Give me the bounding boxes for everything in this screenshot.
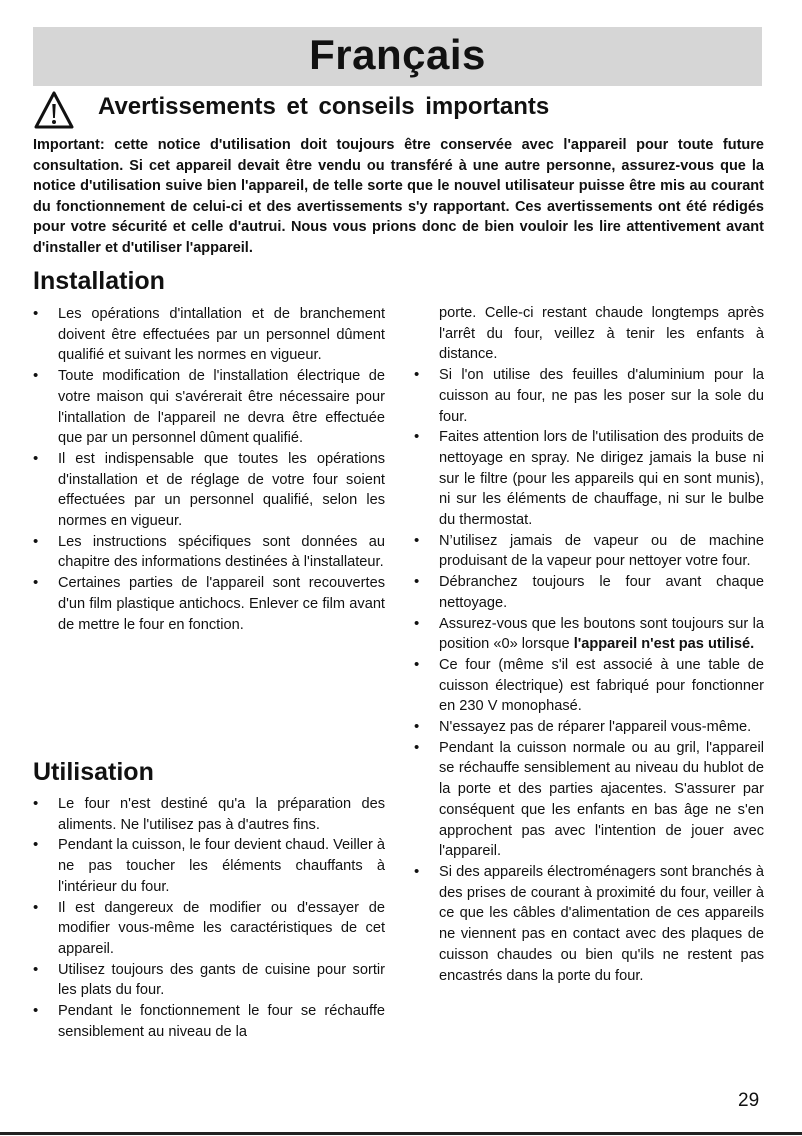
knobs-bold-text: l'appareil n'est pas utilisé. <box>573 636 755 653</box>
warning-triangle-icon <box>33 90 75 130</box>
installation-list <box>33 304 385 635</box>
list-item: • Ce four (même s'il est associé à une table de cuisson électrique) est fabriqué pour fonctionner en 230 V monophasé. <box>414 655 764 717</box>
list-item: • N’utilisez jamais de vapeur ou de machine produisant de la vapeur pour nettoyer votre four. <box>414 531 764 572</box>
list-item: • Il est indispensable que toutes les opérations d'installation et de réglage de votre four soient effectuées par un personnel qualifié, selon les normes en vigueur. <box>33 449 385 532</box>
list-item: • Le four n'est destiné qu'a la préparation des aliments. Ne l'utilisez pas à d'autres fins. <box>33 794 385 835</box>
warnings-heading: Avertissements et conseils importants <box>98 93 550 120</box>
footer-divider <box>0 1132 802 1135</box>
list-item: • Toute modification de l'installation électrique de votre maison qui s'avérerait être nécessaire pour l'intallation de l'appareil ne devra être effectuée que par un personnel dûment qualifié. <box>33 366 385 449</box>
list-item: • Utilisez toujours des gants de cuisine pour sortir les plats du four. <box>33 960 385 1001</box>
language-banner <box>33 27 762 86</box>
list-item: • Pendant la cuisson, le four devient chaud. Veiller à ne pas toucher les éléments chauffants à l'intérieur du four. <box>33 835 385 897</box>
list-item: • Les opérations d'intallation et de branchement doivent être effectuées par un personnel dûment qualifié et suivant les normes en vigueur. <box>33 304 385 366</box>
language-title: Français <box>309 31 486 78</box>
list-item: • Les instructions spécifiques sont données au chapitre des informations destinées à l'installateur. <box>33 532 385 573</box>
installation-heading: Installation <box>33 267 165 295</box>
list-item: • Il est dangereux de modifier ou d'essayer de modifier vous-même les caractéristiques de cet appareil. <box>33 898 385 960</box>
list-item: • Faites attention lors de l'utilisation des produits de nettoyage en spray. Ne dirigez jamais la buse ni sur le filtre (pour les appareils qui en sont munis), ni sur les éléments de chauffage, ni sur le bulbe du thermostat. <box>414 427 764 531</box>
left-column-utilisation <box>33 794 385 1042</box>
list-item: • Pendant la cuisson normale ou au gril, l'appareil se réchauffe sensiblement au niveau du hublot de la porte et des parties ajacentes. S'assurer par conséquent que les enfants en bas âge ne s'en approchent pas avec l'intention de jouer avec l'appareil. <box>414 738 764 862</box>
list-item: • Si des appareils électroménagers sont branchés à des prises de courant à proximité du four, veiller à ce que les câbles d'alimentation de ces appareils ne viennent pas en contact avec des plaques de cuisson chaudes ou bien qu'ils ne restent pas encastrés dans la porte du four. <box>414 862 764 986</box>
list-item: • N'essayez pas de réparer l'appareil vous-même. <box>414 717 764 738</box>
utilisation-list-right <box>414 303 764 986</box>
list-item: • Pendant le fonctionnement le four se réchauffe sensiblement au niveau de la <box>33 1001 385 1042</box>
page-number: 29 <box>738 1090 760 1111</box>
list-item: • Certaines parties de l'appareil sont recouvertes d'un film plastique antichocs. Enlever ce film avant de mettre le four en fonction. <box>33 573 385 635</box>
list-item: • Si l'on utilise des feuilles d'aluminium pour la cuisson au four, ne pas les poser sur la sole du four. <box>414 365 764 427</box>
knobs-text: Assurez-vous que les boutons sont toujours sur la position «0» lorsque <box>439 615 764 653</box>
list-item: • Débranchez toujours le four avant chaque nettoyage. <box>414 572 764 613</box>
right-column <box>414 303 764 986</box>
left-column <box>33 304 385 635</box>
utilisation-list-left <box>33 794 385 1042</box>
utilisation-heading: Utilisation <box>33 758 154 786</box>
intro-paragraph: Important: cette notice d'utilisation doit toujours être conservée avec l'appareil pour toute future consultation. Si cet appareil devait être vendu ou transféré à une autre personne, assurez-vous que la notice d'utilisation suive bien l'appareil, de telle sorte que le nouvel utilisateur puisse être mis au courant du fonctionnement de celui-ci et des avertissements s'y rapportant. Ces avertissements ont été rédigés pour votre sécurité et celle d'autrui. Nous vous prions donc de bien vouloir les lire attentivement avant d'installer et d'utiliser l'appareil. <box>33 137 764 256</box>
list-item-knobs <box>414 614 764 655</box>
list-item-continuation: porte. Celle-ci restant chaude longtemps après l'arrêt du four, veillez à tenir les enfants à distance. <box>439 305 764 363</box>
